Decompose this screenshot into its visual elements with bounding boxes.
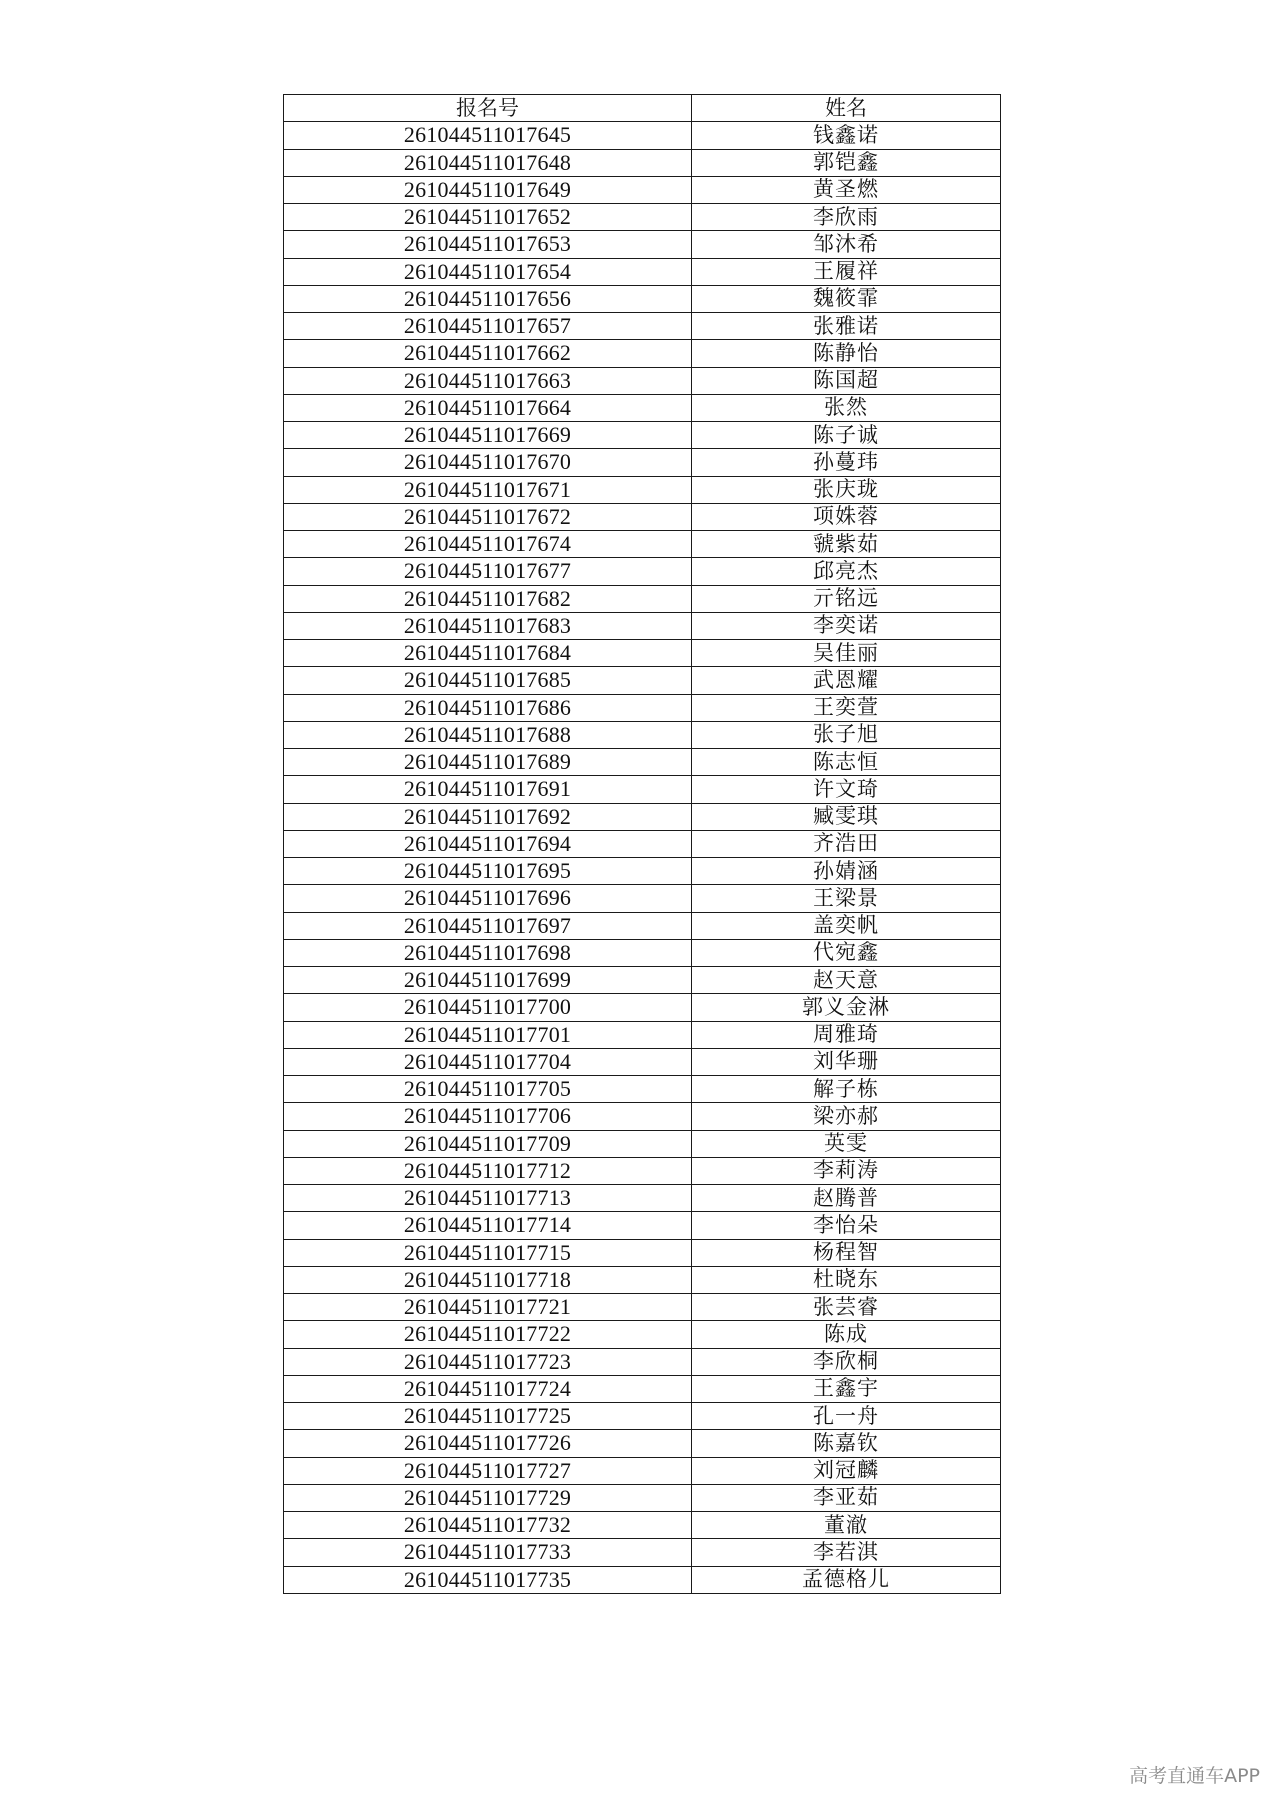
registration-number-cell: 261044511017735 [284, 1566, 692, 1593]
registration-number-cell: 261044511017697 [284, 912, 692, 939]
table-row [284, 1348, 1001, 1375]
registration-number-cell: 261044511017677 [284, 558, 692, 585]
table-row [284, 1103, 1001, 1130]
table-row [284, 122, 1001, 149]
registration-number-cell: 261044511017729 [284, 1484, 692, 1511]
registration-number-cell: 261044511017692 [284, 803, 692, 830]
name-cell: 董澈 [692, 1512, 1001, 1539]
table-row [284, 1266, 1001, 1293]
table-row [284, 1157, 1001, 1184]
name-cell: 虢紫茹 [692, 531, 1001, 558]
table-row [284, 830, 1001, 857]
registration-number-cell: 261044511017722 [284, 1321, 692, 1348]
registration-number-cell: 261044511017645 [284, 122, 692, 149]
registration-number-cell: 261044511017691 [284, 776, 692, 803]
table-row [284, 476, 1001, 503]
name-cell: 齐浩田 [692, 830, 1001, 857]
name-cell: 孔一舟 [692, 1403, 1001, 1430]
name-cell: 张芸睿 [692, 1294, 1001, 1321]
name-cell: 臧雯琪 [692, 803, 1001, 830]
registration-number-cell: 261044511017653 [284, 231, 692, 258]
name-cell: 亓铭远 [692, 585, 1001, 612]
registration-number-cell: 261044511017685 [284, 667, 692, 694]
registration-number-cell: 261044511017662 [284, 340, 692, 367]
registration-number-cell: 261044511017694 [284, 830, 692, 857]
table-row [284, 1294, 1001, 1321]
table-row [284, 994, 1001, 1021]
table-row [284, 1076, 1001, 1103]
registration-number-cell: 261044511017656 [284, 285, 692, 312]
registration-number-cell: 261044511017657 [284, 313, 692, 340]
name-cell: 梁亦郝 [692, 1103, 1001, 1130]
table-row [284, 1130, 1001, 1157]
name-cell: 盖奕帆 [692, 912, 1001, 939]
table-row [284, 1212, 1001, 1239]
column-header-registration-number: 报名号 [284, 95, 692, 122]
name-cell: 郭铠鑫 [692, 149, 1001, 176]
table-row [284, 1512, 1001, 1539]
registration-number-cell: 261044511017689 [284, 749, 692, 776]
table-row [284, 231, 1001, 258]
table-header-row [284, 95, 1001, 122]
name-cell: 英雯 [692, 1130, 1001, 1157]
name-cell: 邱亮杰 [692, 558, 1001, 585]
registration-number-cell: 261044511017699 [284, 967, 692, 994]
table-row [284, 1403, 1001, 1430]
table-body [284, 122, 1001, 1594]
watermark-text: 高考直通车APP [1129, 1765, 1260, 1787]
name-cell: 李莉涛 [692, 1157, 1001, 1184]
table-row [284, 1566, 1001, 1593]
table-row [284, 204, 1001, 231]
registration-number-cell: 261044511017705 [284, 1076, 692, 1103]
name-cell: 周雅琦 [692, 1021, 1001, 1048]
name-cell: 李奕诺 [692, 612, 1001, 639]
registration-number-cell: 261044511017724 [284, 1375, 692, 1402]
registration-number-cell: 261044511017683 [284, 612, 692, 639]
registration-number-cell: 261044511017721 [284, 1294, 692, 1321]
table-row [284, 612, 1001, 639]
table-row [284, 912, 1001, 939]
table-row [284, 667, 1001, 694]
name-cell: 郭义金淋 [692, 994, 1001, 1021]
name-cell: 孟德格儿 [692, 1566, 1001, 1593]
table-row [284, 313, 1001, 340]
registration-number-cell: 261044511017670 [284, 449, 692, 476]
name-cell: 钱鑫诺 [692, 122, 1001, 149]
table-row [284, 285, 1001, 312]
table-row [284, 1484, 1001, 1511]
table-row [284, 503, 1001, 530]
table-row [284, 1430, 1001, 1457]
table-row [284, 449, 1001, 476]
name-cell: 李亚茹 [692, 1484, 1001, 1511]
registration-number-cell: 261044511017700 [284, 994, 692, 1021]
registration-number-cell: 261044511017672 [284, 503, 692, 530]
registration-number-cell: 261044511017733 [284, 1539, 692, 1566]
registration-number-cell: 261044511017674 [284, 531, 692, 558]
name-cell: 项姝蓉 [692, 503, 1001, 530]
registration-number-cell: 261044511017654 [284, 258, 692, 285]
name-cell: 吴佳丽 [692, 640, 1001, 667]
registration-number-cell: 261044511017688 [284, 721, 692, 748]
table-row [284, 1457, 1001, 1484]
registration-number-cell: 261044511017727 [284, 1457, 692, 1484]
registration-number-cell: 261044511017652 [284, 204, 692, 231]
table-row [284, 1021, 1001, 1048]
table-row [284, 803, 1001, 830]
registration-number-cell: 261044511017698 [284, 939, 692, 966]
registration-number-cell: 261044511017713 [284, 1185, 692, 1212]
name-cell: 王梁景 [692, 885, 1001, 912]
name-cell: 张雅诺 [692, 313, 1001, 340]
table-row [284, 258, 1001, 285]
table-row [284, 939, 1001, 966]
name-cell: 赵腾普 [692, 1185, 1001, 1212]
name-cell: 邹沐希 [692, 231, 1001, 258]
table-row [284, 721, 1001, 748]
table-row [284, 176, 1001, 203]
registration-number-cell: 261044511017712 [284, 1157, 692, 1184]
registration-number-cell: 261044511017725 [284, 1403, 692, 1430]
table-row [284, 422, 1001, 449]
name-cell: 赵天意 [692, 967, 1001, 994]
table-row [284, 558, 1001, 585]
table-row [284, 858, 1001, 885]
name-cell: 陈成 [692, 1321, 1001, 1348]
table-row [284, 531, 1001, 558]
roster-table [283, 94, 1001, 1594]
name-cell: 张子旭 [692, 721, 1001, 748]
registration-number-cell: 261044511017696 [284, 885, 692, 912]
name-cell: 陈嘉钦 [692, 1430, 1001, 1457]
name-cell: 武恩耀 [692, 667, 1001, 694]
column-header-name: 姓名 [692, 95, 1001, 122]
registration-number-cell: 261044511017664 [284, 394, 692, 421]
registration-number-cell: 261044511017723 [284, 1348, 692, 1375]
table-row [284, 749, 1001, 776]
name-cell: 李怡朵 [692, 1212, 1001, 1239]
registration-number-cell: 261044511017706 [284, 1103, 692, 1130]
name-cell: 代宛鑫 [692, 939, 1001, 966]
table-row [284, 776, 1001, 803]
table-row [284, 640, 1001, 667]
registration-number-cell: 261044511017714 [284, 1212, 692, 1239]
table-row [284, 149, 1001, 176]
registration-number-cell: 261044511017718 [284, 1266, 692, 1293]
name-cell: 孙蔓玮 [692, 449, 1001, 476]
name-cell: 陈静怡 [692, 340, 1001, 367]
name-cell: 李欣雨 [692, 204, 1001, 231]
table-row [284, 1539, 1001, 1566]
name-cell: 李欣桐 [692, 1348, 1001, 1375]
table-row [284, 1185, 1001, 1212]
registration-number-cell: 261044511017704 [284, 1048, 692, 1075]
name-cell: 杜晓东 [692, 1266, 1001, 1293]
name-cell: 孙婧涵 [692, 858, 1001, 885]
registration-number-cell: 261044511017732 [284, 1512, 692, 1539]
name-cell: 陈国超 [692, 367, 1001, 394]
name-cell: 黄圣燃 [692, 176, 1001, 203]
table-row [284, 1048, 1001, 1075]
registration-number-cell: 261044511017671 [284, 476, 692, 503]
name-cell: 张然 [692, 394, 1001, 421]
name-cell: 杨程智 [692, 1239, 1001, 1266]
name-cell: 魏筱霏 [692, 285, 1001, 312]
table-row [284, 340, 1001, 367]
table-row [284, 585, 1001, 612]
registration-number-cell: 261044511017649 [284, 176, 692, 203]
registration-number-cell: 261044511017686 [284, 694, 692, 721]
table-row [284, 1375, 1001, 1402]
name-cell: 刘冠麟 [692, 1457, 1001, 1484]
table-row [284, 967, 1001, 994]
name-cell: 陈子诚 [692, 422, 1001, 449]
name-cell: 王履祥 [692, 258, 1001, 285]
registration-number-cell: 261044511017726 [284, 1430, 692, 1457]
name-cell: 陈志恒 [692, 749, 1001, 776]
registration-number-cell: 261044511017682 [284, 585, 692, 612]
table-row [284, 367, 1001, 394]
registration-number-cell: 261044511017669 [284, 422, 692, 449]
name-cell: 张庆珑 [692, 476, 1001, 503]
registration-number-cell: 261044511017648 [284, 149, 692, 176]
registration-number-cell: 261044511017709 [284, 1130, 692, 1157]
registration-number-cell: 261044511017684 [284, 640, 692, 667]
name-cell: 许文琦 [692, 776, 1001, 803]
registration-number-cell: 261044511017695 [284, 858, 692, 885]
registration-number-cell: 261044511017663 [284, 367, 692, 394]
name-cell: 刘华珊 [692, 1048, 1001, 1075]
name-cell: 王奕萱 [692, 694, 1001, 721]
table-row [284, 394, 1001, 421]
table-row [284, 1321, 1001, 1348]
table-row [284, 885, 1001, 912]
name-cell: 李若淇 [692, 1539, 1001, 1566]
name-cell: 解子栋 [692, 1076, 1001, 1103]
name-cell: 王鑫宇 [692, 1375, 1001, 1402]
table-row [284, 1239, 1001, 1266]
registration-number-cell: 261044511017701 [284, 1021, 692, 1048]
registration-number-cell: 261044511017715 [284, 1239, 692, 1266]
table-row [284, 694, 1001, 721]
